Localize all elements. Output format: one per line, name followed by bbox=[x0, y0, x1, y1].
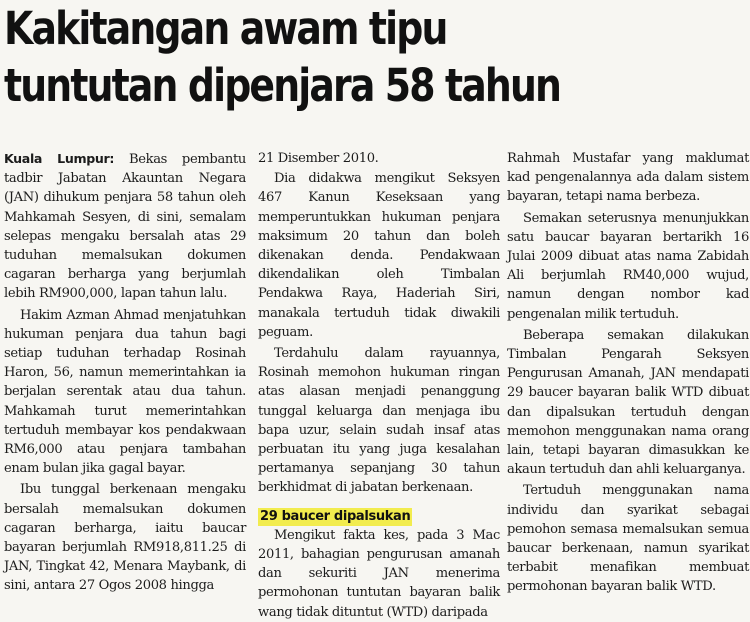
paragraph: Semakan seterusnya menunjukkan satu baucar bayaran bertarikh 16 Julai 2009 dibuat atas nama Zabidah Ali berjumlah RM40,000 wujud, namun dengan nombor kad pengenalan milik tertuduh. bbox=[507, 210, 749, 322]
paragraph: Mengikut fakta kes, pada 3 Mac 2011, bahagian pengurusan amanah dan sekuriti JAN menerima permohonan tuntutan bayaran balik wang tidak dituntut (WTD) daripada bbox=[258, 527, 500, 620]
paragraph: Tertuduh menggunakan nama individu dan syarikat sebagai pemohon semasa memalsukan semua baucar berkenaan, namun syarikat terbabit menafikan membuat permohonan bayaran balik WTD. bbox=[507, 483, 749, 595]
paragraph: Hakim Azman Ahmad menjatuhkan hukuman penjara dua tahun bagi setiap tuduhan terhadap Rosinah Haron, 56, namun memerintahkan ia berjalan serentak atau dua tahun. Mahkamah turut memerintahkan tertuduh membayar kos pendakwaan RM6,000 atau penjara tambahan enam bulan jika gagal bayar. bbox=[4, 307, 246, 477]
headline-line-2: tuntutan dipenjara 58 tahun bbox=[4, 59, 561, 112]
headline-line-1: Kakitangan awam tipu bbox=[4, 2, 447, 55]
paragraph: Ibu tunggal berkenaan mengaku bersalah memalsukan dokumen cagaran berharga, iaitu baucar bayaran berjumlah RM918,811.25 di JAN, Tingkat 42, Menara Maybank, di sini, antara 27 Ogos 2008 hingga bbox=[4, 482, 246, 594]
column-2 bbox=[258, 149, 500, 622]
paragraph: Terdahulu dalam rayuannya, Rosinah memohon hukuman ringan atas alasan menjadi penanggung tunggal keluarga dan menjaga ibu bapa uzur, selain sudah insaf atas perbuatan itu yang juga kesalahan pertamanya sepanjang 30 tahun berkhidmat di jabatan berkenaan. bbox=[258, 346, 500, 496]
dateline: Kuala Lumpur: bbox=[4, 151, 115, 166]
paragraph: 21 Disember 2010. bbox=[258, 151, 379, 166]
paragraph: Dia didakwa mengikut Seksyen 467 Kanun Keseksaan yang memperuntukkan hukuman penjara maksimum 20 tahun dan boleh dikenakan denda. Pendakwaan dikendalikan oleh Timbalan Pendakwa Raya, Haderiah Siri, manakala tertuduh tidak diwakili peguam. bbox=[258, 171, 500, 340]
paragraph: Rahmah Mustafar yang maklumat kad pengenalannya ada dalam sistem bayaran, tetapi nama berbeza. bbox=[507, 151, 749, 205]
column-1 bbox=[4, 149, 246, 596]
paragraph: Beberapa semakan dilakukan Timbalan Pengarah Seksyen Pengurusan Amanah, JAN mendapati 29 baucer bayaran balik WTD dibuat dan dipalsukan tertuduh dengan memohon menggunakan nama orang lain, tetapi bayaran dimasukkan ke akaun tertuduh dan ahli keluarganya. bbox=[507, 327, 749, 478]
paragraph bbox=[4, 149, 246, 304]
headline bbox=[4, 0, 627, 114]
paragraph-text: Bekas pembantu tadbir Jabatan Akauntan Negara (JAN) dihukum penjara 58 tahun oleh Mahkamah Sesyen, di sini, semalam selepas mengaku bersalah atas 29 tuduhan memalsukan dokumen cagaran berharga yang berjumlah lebih RM900,000, lapan tahun lalu. bbox=[4, 152, 246, 302]
subheading-highlight: 29 baucer dipalsukan bbox=[260, 508, 411, 524]
column-3 bbox=[507, 149, 749, 597]
